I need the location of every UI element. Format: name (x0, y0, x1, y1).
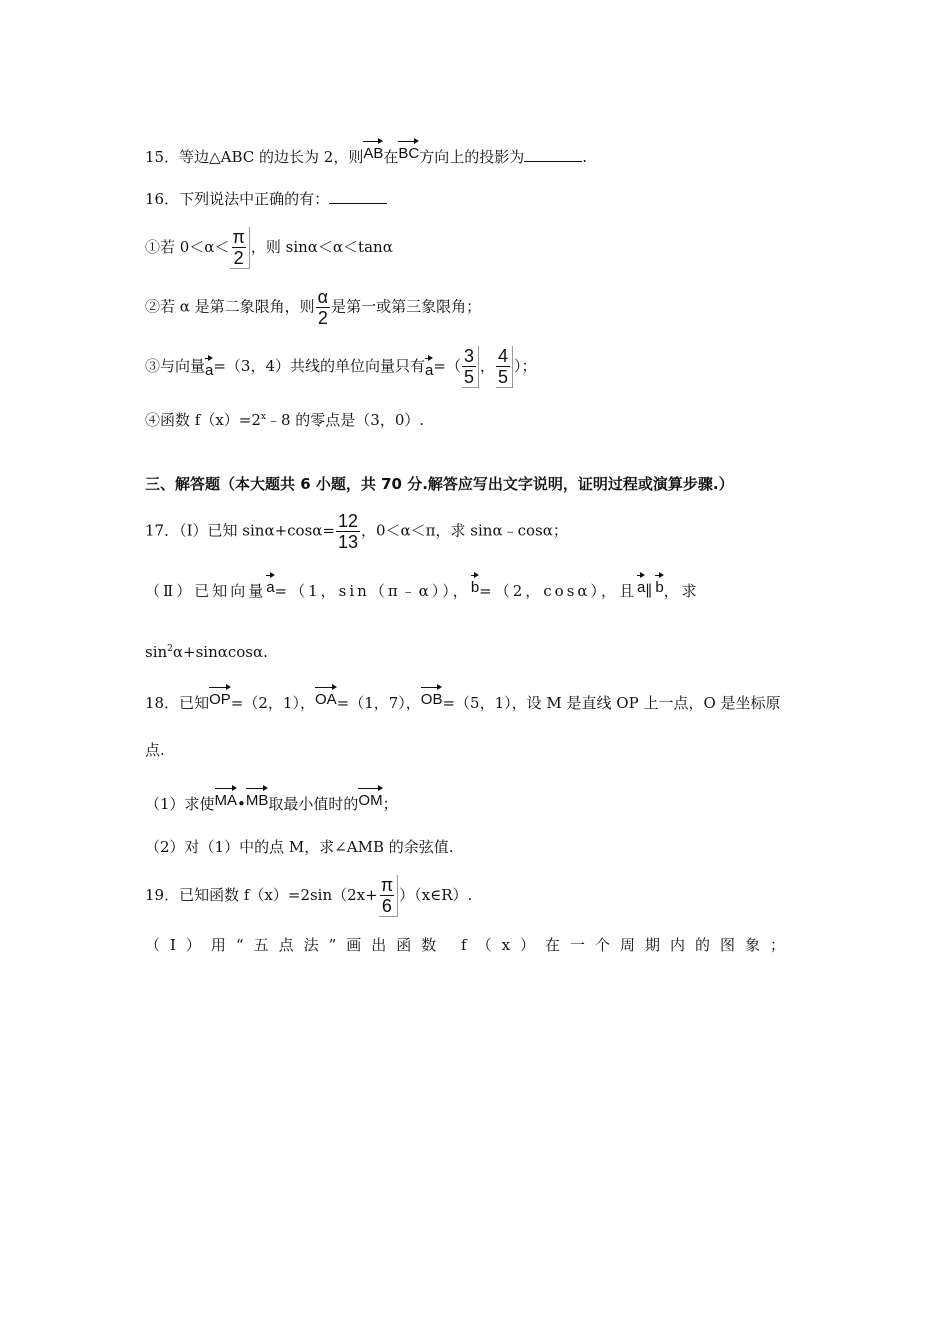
numerator: π (232, 227, 245, 247)
text: ）（x∈R）. (399, 886, 473, 904)
numerator: α (317, 287, 329, 307)
section-heading: 三、解答题（本大题共 6 小题，共 70 分.解答应写出文字说明，证明过程或演算步骤.） (145, 475, 734, 493)
question-18 (145, 686, 781, 713)
statement-3 (145, 346, 537, 388)
numerator: 4 (497, 346, 508, 366)
exponent: x (260, 412, 266, 422)
fraction-alpha-over-2 (316, 287, 330, 328)
text: 点. (145, 741, 165, 759)
text: （Ⅱ）已知向量 (145, 582, 267, 600)
vector-oa: OA (315, 686, 337, 710)
text: ， (479, 357, 495, 375)
text: （Ⅰ）用“五点法”画出函数 f（x）在一个周期内的图象； (145, 936, 796, 954)
question-number: 15． (145, 148, 180, 166)
vector-b: b (655, 574, 663, 598)
question-number: 19． (145, 886, 180, 904)
vector-mb: MB (246, 787, 269, 811)
question-15 (145, 140, 587, 167)
numerator: π (380, 875, 394, 895)
question-16 (145, 189, 387, 209)
text: ； (382, 795, 398, 813)
dot-operator: • (237, 795, 246, 813)
statement-4 (145, 407, 424, 430)
numerator: 3 (463, 346, 474, 366)
exponent: 2 (167, 644, 173, 654)
vector-ab: AB (363, 140, 383, 164)
text: （2）对（1）中的点 M，求∠AMB 的余弦值. (145, 838, 454, 856)
answer-blank[interactable] (524, 161, 582, 162)
question-18-cont (145, 740, 165, 760)
text: . (582, 148, 587, 166)
answer-blank[interactable] (329, 203, 387, 204)
denominator: 5 (497, 367, 508, 387)
text: 是第一或第三象限角； (331, 297, 482, 316)
question-18-part-2 (145, 837, 454, 857)
fraction-3-over-5 (462, 346, 479, 388)
text: ①若 0＜α＜ (145, 238, 230, 256)
text: ，求 (663, 582, 700, 600)
denominator: 5 (463, 367, 474, 387)
question-19 (145, 875, 472, 917)
statement-2 (145, 287, 481, 328)
vector-a: a (637, 574, 645, 598)
text: sin (145, 643, 168, 661)
vector-ma: MA (215, 787, 238, 811)
vector-b: b (471, 574, 479, 598)
text: 取最小值时的 (268, 795, 359, 813)
text: 等边△ABC 的边长为 2，则 (179, 148, 364, 166)
vector-bc: BC (398, 140, 419, 164)
text: 下列说法中正确的有： (179, 190, 330, 208)
question-17 (145, 511, 568, 552)
question-19-part-1 (145, 935, 795, 955)
vector-om: OM (358, 787, 382, 811)
vector-a: a (266, 574, 274, 598)
question-17-part-2 (145, 574, 700, 601)
text: （Ⅰ）已知 sinα+cosα= (179, 521, 335, 540)
text: 在 (383, 148, 399, 166)
text: =（5，1），设 M 是直线 OP 上一点，O 是坐标原 (442, 694, 781, 712)
text: α+sinαcosα. (172, 643, 268, 661)
text: =（1，sin（π﹣α））， (274, 582, 471, 600)
denominator: 13 (337, 532, 358, 552)
text: =（1，7）， (336, 694, 421, 712)
text: ）； (514, 357, 537, 375)
question-18-part-1 (145, 787, 398, 814)
text: 方向上的投影为 (419, 148, 525, 166)
denominator: 2 (233, 248, 244, 268)
vector-ob: OB (421, 686, 443, 710)
vector-a: a (425, 357, 433, 381)
question-number: 17． (145, 521, 180, 540)
denominator: 6 (381, 896, 392, 916)
statement-1 (145, 227, 393, 269)
text: ，0＜α＜π，求 sinα﹣cosα； (361, 521, 568, 540)
text: 已知 (179, 694, 210, 712)
fraction-4-over-5 (496, 346, 513, 388)
text: ④函数 f（x）=2 (145, 411, 261, 429)
question-number: 18． (145, 694, 180, 712)
text: =（3，4）共线的单位向量只有 (213, 357, 426, 375)
question-number: 16． (145, 190, 180, 208)
text: ﹣8 的零点是（3，0）. (265, 411, 425, 429)
text: ③与向量 (145, 357, 206, 375)
text: 已知函数 f（x）=2sin（2x+ (179, 886, 378, 904)
fraction-pi-over-2 (230, 227, 249, 269)
text: ∥ (645, 582, 656, 600)
text: =（ (433, 357, 461, 375)
text: =（2，cosα），且 (479, 582, 638, 600)
numerator: 12 (337, 511, 358, 531)
question-17-part-2-cont (145, 639, 268, 662)
text: ，则 sinα＜α＜tanα (250, 238, 393, 256)
text: （1）求使 (145, 795, 215, 813)
vector-op: OP (209, 686, 231, 710)
fraction-pi-over-6 (379, 875, 398, 917)
vector-a: a (205, 357, 213, 381)
denominator: 2 (317, 308, 328, 328)
fraction-12-over-13 (336, 511, 360, 552)
text: ②若 α 是第二象限角，则 (145, 297, 315, 316)
text: =（2，1）， (230, 694, 315, 712)
